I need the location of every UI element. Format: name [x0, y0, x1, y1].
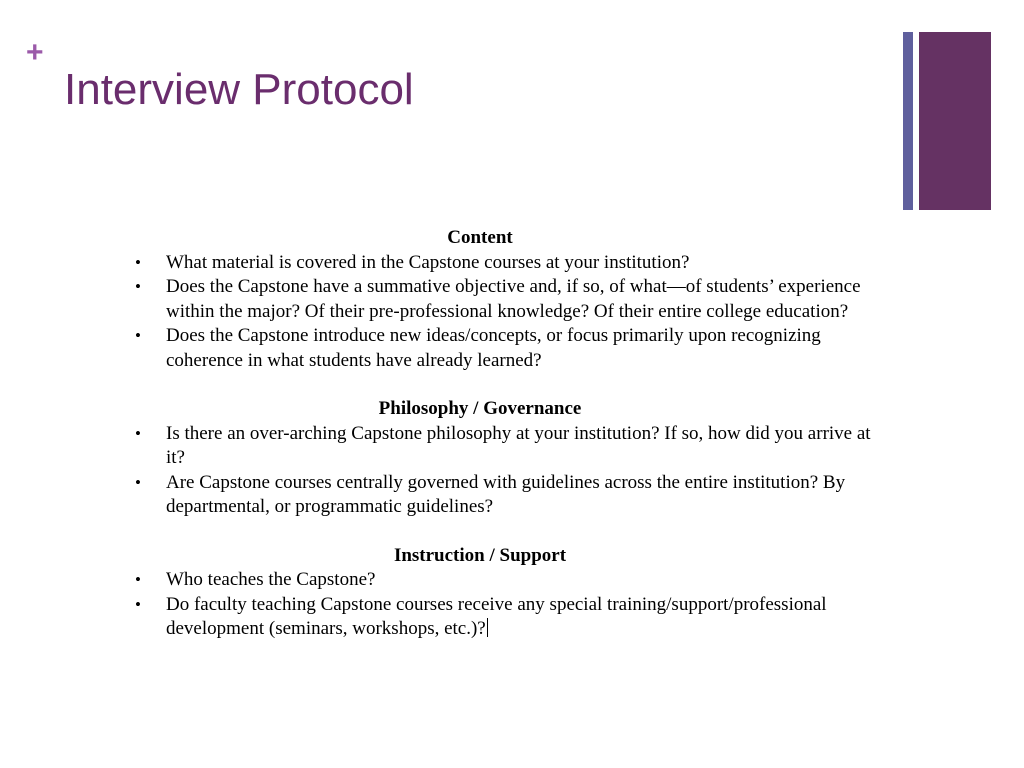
question-item — [120, 568, 880, 593]
question-text: Are Capstone courses centrally governed with guidelines across the entire institution? By departmental, or programmatic guidelines? — [166, 471, 846, 517]
section-spacer — [120, 520, 880, 544]
question-item — [120, 593, 880, 642]
question-item — [120, 251, 880, 276]
interview-protocol — [120, 226, 880, 642]
bullet-icon: • — [135, 423, 141, 443]
accent-bar-thin — [903, 32, 913, 210]
question-item — [120, 275, 880, 324]
question-text: Do faculty teaching Capstone courses receive any special training/support/professional development (seminars, workshops, etc.)? — [166, 593, 827, 639]
question-text: Is there an over-arching Capstone philosophy at your institution? If so, how did you arrive at it? — [166, 422, 871, 468]
section-philosophy-governance — [120, 397, 880, 520]
section-heading: Content — [447, 227, 513, 248]
question-item — [120, 471, 880, 520]
section-content — [120, 226, 880, 373]
question-text: Does the Capstone introduce new ideas/concepts, or focus primarily upon recognizing coherence in what students have already learned? — [166, 325, 821, 371]
question-text: Does the Capstone have a summative objective and, if so, of what—of students’ experience within the major? Of their pre-professional knowledge? Of their entire college education? — [166, 276, 861, 322]
plus-icon: + — [26, 36, 44, 69]
slide-title: Interview Protocol — [64, 65, 414, 114]
accent-bar-thick — [919, 32, 991, 210]
section-spacer — [120, 373, 880, 397]
bullet-icon: • — [135, 472, 141, 492]
question-list — [120, 568, 880, 642]
question-text: Who teaches the Capstone? — [166, 569, 376, 590]
bullet-icon: • — [135, 570, 141, 589]
question-item — [120, 324, 880, 373]
section-heading: Philosophy / Governance — [378, 398, 582, 419]
question-text: What material is covered in the Capstone courses at your institution? — [166, 251, 690, 273]
section-instruction-support — [120, 544, 880, 642]
bullet-icon: • — [135, 326, 141, 345]
question-item — [120, 422, 880, 471]
bullet-icon: • — [135, 252, 141, 272]
bullet-icon: • — [135, 594, 141, 614]
text-cursor — [487, 618, 488, 637]
bullet-icon: • — [135, 277, 141, 296]
question-list — [120, 422, 880, 520]
question-list — [120, 251, 880, 374]
section-heading: Instruction / Support — [393, 544, 567, 566]
